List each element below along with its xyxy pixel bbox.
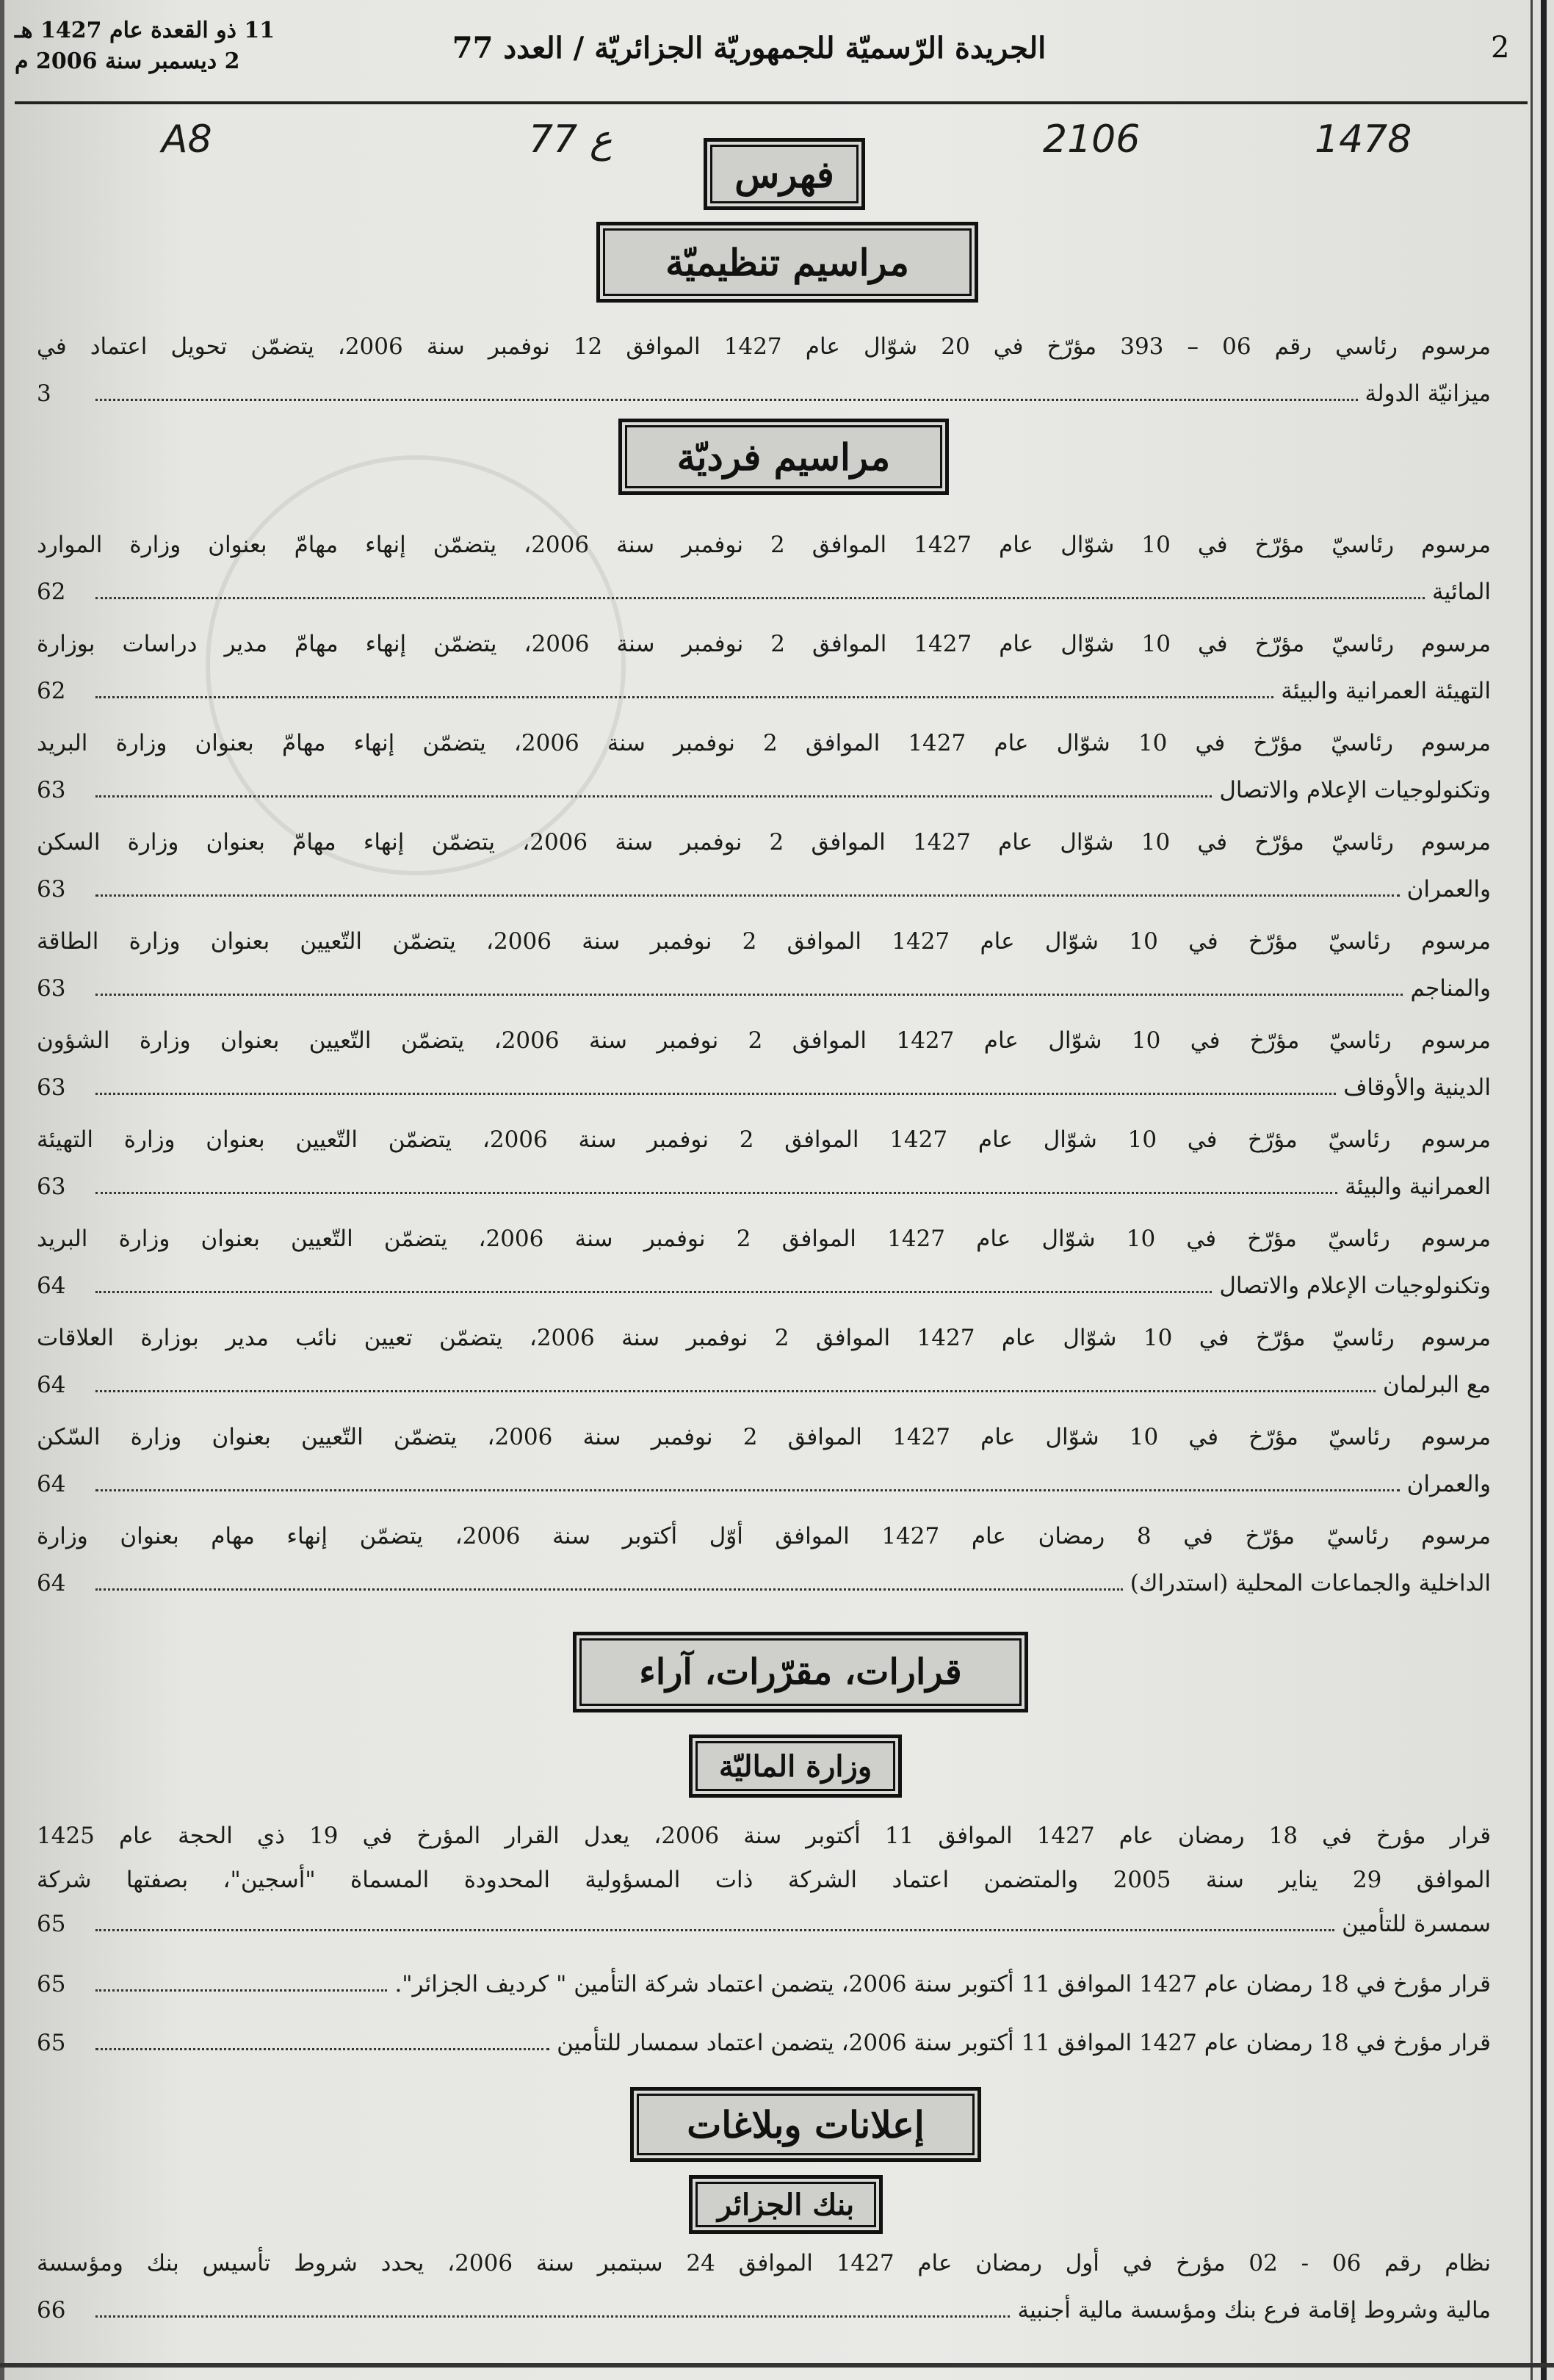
entry-line1: مرسوم رئاسيّ مؤرّخ في 10 شوّال عام 1427 الموافق 2 نوفمبر سنة 2006، يتضمّن التّعيين بعنوان وزارة السّكن [37,1424,1491,1450]
entry-line2: الدينية والأوقاف [1343,1074,1491,1101]
index-entry[interactable] [37,1814,1491,1946]
entry-line2: قرار مؤرخ في 18 رمضان عام 1427 الموافق 11 أكتوبر سنة 2006، يتضمن اعتماد سمسار للتأمين [557,2030,1491,2056]
section-ministry-finance: وزارة الماليّة [689,1735,902,1798]
entry-page: 62 [37,678,66,704]
entry-page: 63 [37,1074,66,1101]
entry-page: 63 [37,876,66,903]
section-index: فهرس [704,138,865,210]
entry-line1: نظام رقم 06 - 02 مؤرخ في أول رمضان عام 1427 الموافق 24 سبتمبر سنة 2006، يحدد شروط تأسيس بنك ومؤسسة [37,2250,1491,2276]
entry-page: 64 [37,1570,66,1596]
page-number: 2 [1491,31,1510,65]
entry-line2: التهيئة العمرانية والبيئة [1281,678,1491,704]
entry-line1: مرسوم رئاسيّ مؤرّخ في 10 شوّال عام 1427 الموافق 2 نوفمبر سنة 2006، يتضمّن التّعيين بعنوان وزارة الشؤون [37,1027,1491,1054]
index-entry[interactable] [37,621,1491,715]
index-entry[interactable] [37,1215,1491,1309]
entry-line1: مرسوم رئاسيّ مؤرّخ في 10 شوّال عام 1427 الموافق 2 نوفمبر سنة 2006، يتضمّن إنهاء مهامّ بعنوان وزارة السكن [37,829,1491,856]
hijri-date: 11 ذو القعدة عام 1427 هـ [15,18,275,43]
scan-edge-bottom [0,2363,1554,2368]
entry-page: 64 [37,1471,66,1497]
entry-line1: مرسوم رئاسيّ مؤرّخ في 10 شوّال عام 1427 الموافق 2 نوفمبر سنة 2006، يتضمّن تعيين نائب مدير بوزارة العلاقات [37,1325,1491,1351]
entry-page: 65 [37,2030,66,2056]
index-entry[interactable] [37,819,1491,913]
header-rule [15,101,1528,104]
index-entry[interactable] [37,918,1491,1012]
section-regulatory-decrees: مراسيم تنظيميّة [596,222,978,303]
entry-line2: العمرانية والبيئة [1345,1173,1491,1200]
index-entry[interactable] [37,1513,1491,1607]
index-entry[interactable] [37,323,1491,417]
entry-page: 66 [37,2297,66,2323]
section-bank-algeria: بنك الجزائر [689,2175,883,2234]
dot-leader [95,994,1403,996]
entry-page: 63 [37,777,66,803]
entry-page: 65 [37,1971,66,1997]
entry-line1: قرار مؤرخ في 18 رمضان عام 1427 الموافق 11 أكتوبر سنة 2006، يتضمن اعتماد شركة التأمين " كرديف الجزائر". [394,1971,1491,1997]
entry-page: 63 [37,975,66,1002]
entry-line2: الداخلية والجماعات المحلية (استدراك) [1130,1570,1491,1596]
scan-edge-right [1541,0,1547,2380]
dot-leader [95,1093,1336,1095]
entry-line1: مرسوم رئاسيّ مؤرّخ في 10 شوّال عام 1427 الموافق 2 نوفمبر سنة 2006، يتضمّن التّعيين بعنوان وزارة التهيئة [37,1126,1491,1153]
entry-line1: قرار مؤرخ في 18 رمضان عام 1427 الموافق 11 أكتوبر سنة 2006، يعدل القرار المؤرخ في 19 ذي الحجة عام 1425 [37,1823,1491,1849]
entry-line1: مرسوم رئاسيّ مؤرّخ في 8 رمضان عام 1427 الموافق أوّل أكتوبر سنة 2006، يتضمّن إنهاء مهام بعنوان وزارة [37,1523,1491,1549]
handwritten-note: A8 [162,117,212,162]
dot-leader [95,2315,1010,2318]
index-entry[interactable] [37,2240,1491,2334]
entry-line1: مرسوم رئاسيّ مؤرّخ في 10 شوّال عام 1427 الموافق 2 نوفمبر سنة 2006، يتضمّن إنهاء مهامّ بعنوان وزارة البريد [37,730,1491,756]
entry-line1b: الموافق 29 يناير سنة 2005 والمتضمن اعتماد الشركة ذات المسؤولية المحدودة المسماة "أسجين"، بصفتها شركة [37,1867,1491,1893]
entry-line2: سمسرة للتأمين [1342,1911,1491,1937]
dot-leader [95,1192,1337,1194]
scan-edge-left [0,0,4,2380]
dot-leader [95,597,1425,599]
entry-line2: مالية وشروط إقامة فرع بنك ومؤسسة مالية أجنبية [1017,2297,1491,2323]
entry-line2: ميزانيّة الدولة [1365,380,1491,407]
entry-page: 63 [37,1173,66,1200]
dot-leader [95,696,1273,698]
dot-leader [95,1929,1334,1931]
dot-leader [95,1489,1400,1491]
entry-line2: والمناجم [1410,975,1491,1002]
entry-line2: والعمران [1406,876,1491,903]
index-entry[interactable] [37,1017,1491,1111]
entry-line1: مرسوم رئاسي رقم 06 – 393 مؤرّخ في 20 شوّال عام 1427 الموافق 12 نوفمبر سنة 2006، يتضمّن تحويل اعتماد في [37,333,1491,360]
section-announcements: إعلانات وبلاغات [630,2087,981,2162]
index-entry[interactable] [37,1414,1491,1508]
index-entry[interactable] [37,1116,1491,1210]
section-individual-decrees: مراسيم فرديّة [618,419,949,495]
entry-line2: المائية [1431,579,1491,605]
entry-line1: مرسوم رئاسيّ مؤرّخ في 10 شوّال عام 1427 الموافق 2 نوفمبر سنة 2006، يتضمّن إنهاء مهامّ بعنوان وزارة الموارد [37,532,1491,558]
index-entry[interactable] [37,720,1491,814]
page-border-inner [1530,0,1533,2380]
handwritten-note: 2106 [1043,117,1141,162]
dot-leader [95,1588,1123,1591]
entry-line1: مرسوم رئاسيّ مؤرّخ في 10 شوّال عام 1427 الموافق 2 نوفمبر سنة 2006، يتضمّن إنهاء مهامّ مدير دراسات بوزارة [37,631,1491,657]
dot-leader [95,1390,1376,1392]
dot-leader [95,399,1358,401]
dot-leader [95,1989,387,1992]
entry-page: 64 [37,1372,66,1398]
entry-page: 3 [37,380,51,407]
index-entry[interactable] [37,521,1491,615]
index-entry[interactable] [37,1961,1491,2008]
handwritten-note: 1478 [1315,117,1412,162]
dot-leader [95,2048,549,2050]
journal-title: الجريدة الرّسميّة للجمهوريّة الجزائريّة / العدد 77 [452,31,1047,65]
gregorian-date: 2 ديسمبر سنة 2006 م [15,48,240,74]
dot-leader [95,894,1400,897]
entry-page: 64 [37,1273,66,1299]
dot-leader [95,795,1212,797]
entry-line2: وتكنولوجيات الإعلام والاتصال [1219,1273,1491,1299]
entry-page: 65 [37,1911,66,1937]
dot-leader [95,1291,1212,1293]
entry-line1: مرسوم رئاسيّ مؤرّخ في 10 شوّال عام 1427 الموافق 2 نوفمبر سنة 2006، يتضمّن التّعيين بعنوان وزارة البريد [37,1226,1491,1252]
section-decisions: قرارات، مقرّرات، آراء [573,1632,1028,1712]
entry-line2: وتكنولوجيات الإعلام والاتصال [1219,777,1491,803]
entry-line2: والعمران [1406,1471,1491,1497]
entry-page: 62 [37,579,66,605]
index-entry[interactable] [37,1314,1491,1408]
entry-line1: مرسوم رئاسيّ مؤرّخ في 10 شوّال عام 1427 الموافق 2 نوفمبر سنة 2006، يتضمّن التّعيين بعنوان وزارة الطاقة [37,928,1491,955]
handwritten-note: ع 77 [529,117,612,162]
index-entry[interactable] [37,2019,1491,2066]
entry-line2: مع البرلمان [1382,1372,1491,1398]
